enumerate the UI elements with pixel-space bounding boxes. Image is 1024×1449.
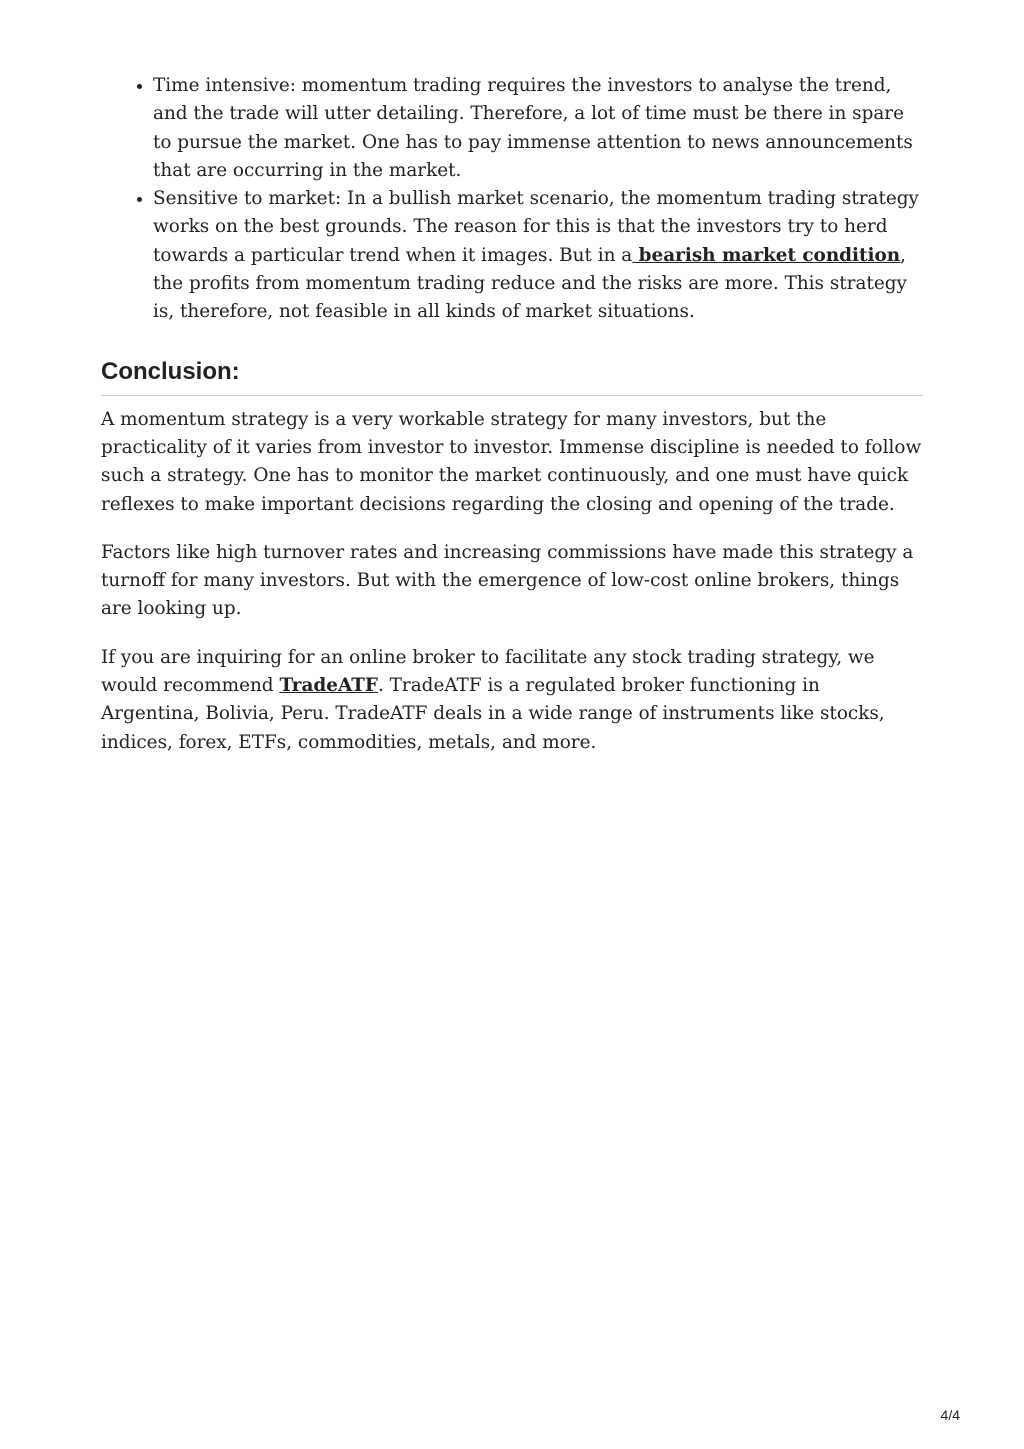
conclusion-paragraph-1: A momentum strategy is a very workable strategy for many investors, but the practicality of it varies from investor to investor. Immense discipline is needed to follow such a strategy. One has to monitor the market continuously, and one must have quick reflexes to make important decisions regarding the closing and opening of the trade. <box>101 408 922 515</box>
bullet-list <box>101 72 923 327</box>
page-number: 4/4 <box>940 1407 960 1423</box>
bearish-market-condition-link[interactable]: bearish market condition <box>632 244 901 266</box>
list-item-sensitive-to-market <box>153 185 923 326</box>
paragraph-text-before-link: If you are inquiring for an online broker to facilitate any stock trading strategy, we would recommend <box>101 646 875 697</box>
list-item-text: Time intensive: momentum trading requires the investors to analyse the trend, and the trade will utter detailing. Therefore, a lot of time must be there in spare to pursue the market. One has to pay immense attention to news announcements that are occurring in the market. <box>153 75 913 181</box>
list-item-text-before-link: Sensitive to market: In a bullish market scenario, the momentum trading strategy works on the best grounds. The reason for this is that the investors try to herd towards a particular trend when it images. But in a <box>153 188 919 266</box>
conclusion-heading: Conclusion: <box>101 357 923 396</box>
paragraph-text-after-link: . TradeATF is a regulated broker functioning in Argentina, Bolivia, Peru. TradeATF deals in a wide range of instruments like stocks, indices, forex, ETFs, commodities, metals, and more. <box>101 675 885 753</box>
conclusion-paragraph-2: Factors like high turnover rates and increasing commissions have made this strategy a turnoff for many investors. But with the emergence of low-cost online brokers, things are looking up. <box>101 541 914 620</box>
document-content <box>101 72 923 757</box>
list-item-time-intensive <box>153 72 923 185</box>
list-item-text-after-link: , the profits from momentum trading reduce and the risks are more. This strategy is, therefore, not feasible in all kinds of market situations. <box>153 244 907 323</box>
tradeatf-link[interactable]: TradeATF <box>279 675 378 697</box>
conclusion-paragraph-3 <box>101 644 923 757</box>
